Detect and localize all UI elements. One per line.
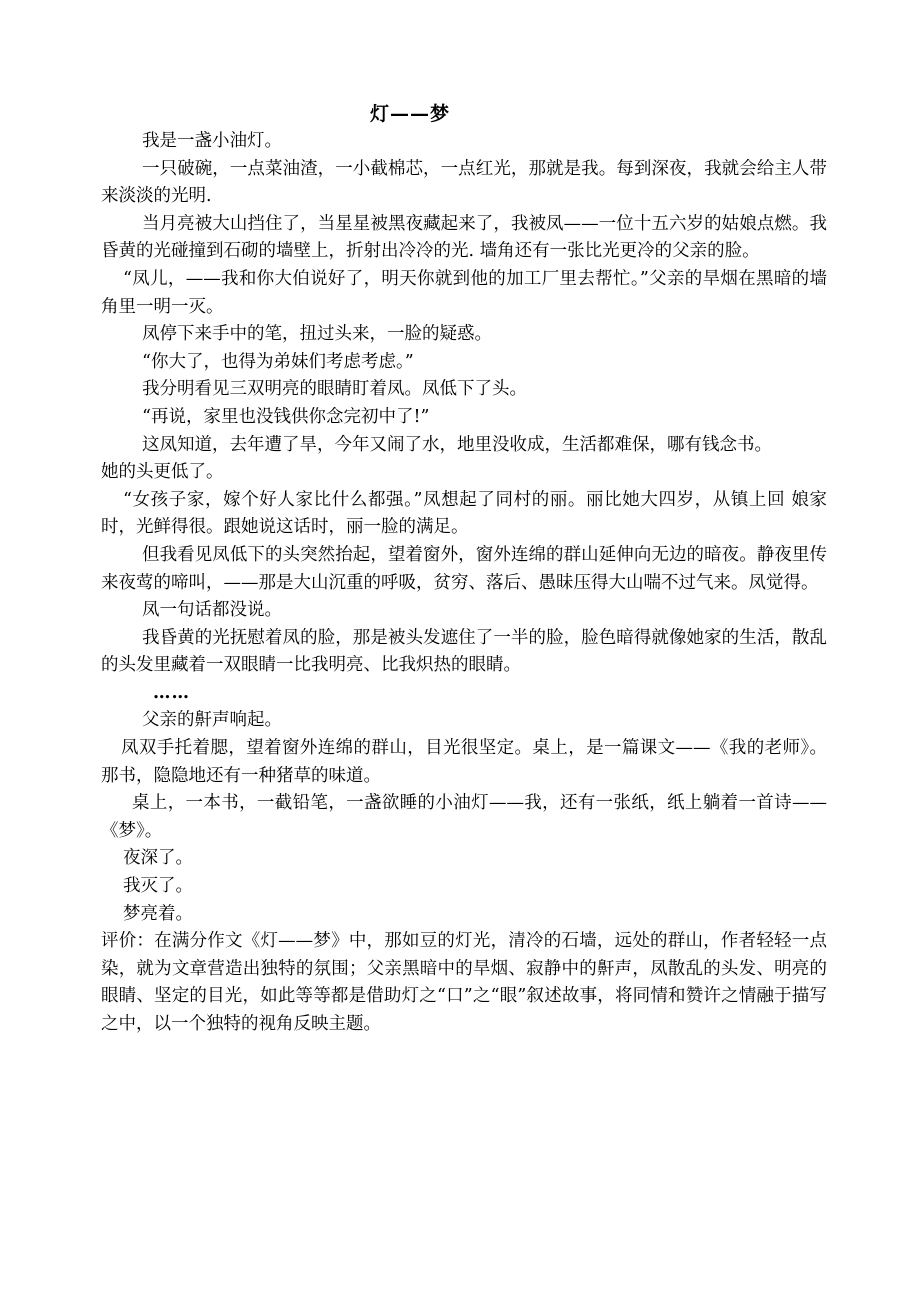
paragraph: 这凤知道，去年遭了旱，今年又闹了水，地里没收成，生活都难保，哪有钱念书。: [142, 434, 772, 455]
paragraph: 父亲的鼾声响起。: [142, 710, 282, 731]
paragraph: 凤一句话都没说。: [142, 600, 282, 621]
paragraph: 夜深了。: [123, 848, 193, 869]
paragraph: “女孩子家，嫁个好人家比什么都强。”凤想起了同村的丽。丽比她大四岁，从镇上回 娘家时，光鲜得很。跟她说这话时，丽一脸的满足。: [101, 489, 827, 538]
paragraph: “你大了，也得为弟妹们考虑考虑。”: [142, 351, 414, 372]
paragraph: “凤儿，——我和你大伯说好了，明天你就到他的加工厂里去帮忙。”父亲的旱烟在黑暗的墙角里一明一灭。: [101, 268, 827, 317]
paragraph: 凤停下来手中的笔，扭过头来，一脸的疑惑。: [142, 324, 492, 345]
document-title: 灯——梦: [369, 103, 450, 125]
paragraph: 梦亮着。: [123, 903, 193, 924]
paragraph: 当月亮被大山挡住了，当星星被黑夜藏起来了，我被凤——一位十五六岁的姑娘点燃。我昏黄的光碰撞到石砌的墙壁上，折射出冷冷的光. 墙角还有一张比光更冷的父亲的脸。: [101, 213, 827, 262]
paragraph: 我分明看见三双明亮的眼睛盯着凤。凤低下了头。: [142, 379, 527, 400]
paragraph: 一只破碗，一点菜油渣，一小截棉芯，一点红光，那就是我。每到深夜，我就会给主人带来淡淡的光明.: [101, 158, 827, 207]
paragraph: “再说，家里也没钱供你念完初中了!”: [142, 406, 430, 427]
paragraph: 我灭了。: [123, 876, 193, 897]
paragraph: 评价：在满分作文《灯——梦》中，那如豆的灯光，清冷的石墙，远处的群山，作者轻轻一点染，就为文章营造出独特的氛围；父亲黑暗中的旱烟、寂静中的鼾声，凤散乱的头发、明亮的眼睛、坚定的目光，如此等等都是借助灯之“口”之“眼”叙述故事，将同情和赞许之情融于描写之中，以一个独特的视角反映主题。: [101, 931, 827, 1034]
ellipsis-break: ……: [153, 682, 190, 703]
paragraph: 我昏黄的光抚慰着凤的脸，那是被头发遮住了一半的脸，脸色暗得就像她家的生活，散乱的头发里藏着一双眼睛一比我明亮、比我炽热的眼睛。: [101, 627, 827, 676]
paragraph: 我是一盏小油灯。: [142, 131, 282, 151]
paragraph: 凤双手托着腮，望着窗外连绵的群山，目光很坚定。桌上，是一篇课文——《我的老师》。那书，隐隐地还有一种猪草的味道。: [101, 738, 827, 786]
paragraph: 她的头更低了。: [101, 462, 224, 483]
document-body: [101, 128, 827, 1039]
paragraph: 但我看见凤低下的头突然抬起，望着窗外，窗外连绵的群山延伸向无边的暗夜。静夜里传来夜莺的啼叫，——那是大山沉重的呼吸，贫穷、落后、愚昧压得大山喘不过气来。凤觉得。: [101, 544, 827, 593]
paragraph: 桌上，一本书，一截铅笔，一盏欲睡的小油灯——我，还有一张纸，纸上躺着一首诗——《梦》。: [101, 793, 827, 841]
